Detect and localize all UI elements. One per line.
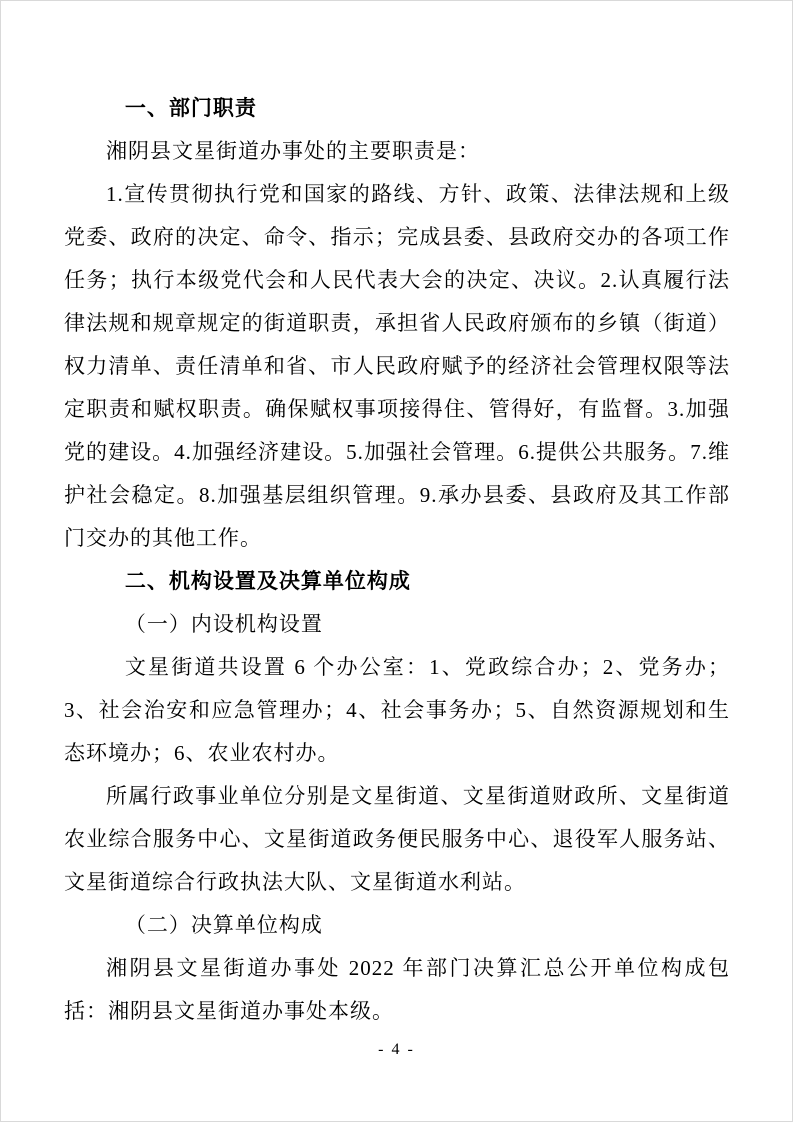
paragraph-budget-units-body: 湘阴县文星街道办事处 2022 年部门决算汇总公开单位构成包括：湘阴县文星街道办事处本级。 xyxy=(64,956,730,1023)
paragraph-internal-structure-title: （一）内设机构设置 xyxy=(124,612,323,636)
paragraph-duties-body: 1.宣传贯彻执行党和国家的路线、方针、政策、法律法规和上级党委、政府的决定、命令、指示；完成县委、县政府交办的各项工作任务；执行本级党代会和人民代表大会的决定、决议。2.认真履行法律法规和规章规定的街道职责，承担省人民政府颁布的乡镇（街道）权力清单、责任清单和省、市人民政府赋予的经济社会管理权限等法定职责和赋权职责。确保赋权事项接得住、管得好，有监督。3.加强党的建设。4.加强经济建设。5.加强社会管理。6.提供公共服务。7.维护社会稳定。8.加强基层组织管理。9.承办县委、县政府及其工作部门交办的其他工作。 xyxy=(64,182,730,550)
paragraph-affiliated-units: 所属行政事业单位分别是文星街道、文星街道财政所、文星街道农业综合服务中心、文星街道政务便民服务中心、退役军人服务站、文星街道综合行政执法大队、文星街道水利站。 xyxy=(64,784,730,894)
paragraph-duties-intro: 湘阴县文星街道办事处的主要职责是： xyxy=(106,139,480,163)
page-number: - 4 - xyxy=(378,1041,415,1058)
section-heading-structure: 二、机构设置及决算单位构成 xyxy=(124,570,411,593)
section-heading-duties: 一、部门职责 xyxy=(124,97,257,120)
paragraph-budget-units-title: （二）决算单位构成 xyxy=(124,913,323,937)
paragraph-offices-list: 文星街道共设置 6 个办公室：1、党政综合办；2、党务办；3、社会治安和应急管理办；4、社会事务办；5、自然资源规划和生态环境办；6、农业农村办。 xyxy=(64,655,730,765)
